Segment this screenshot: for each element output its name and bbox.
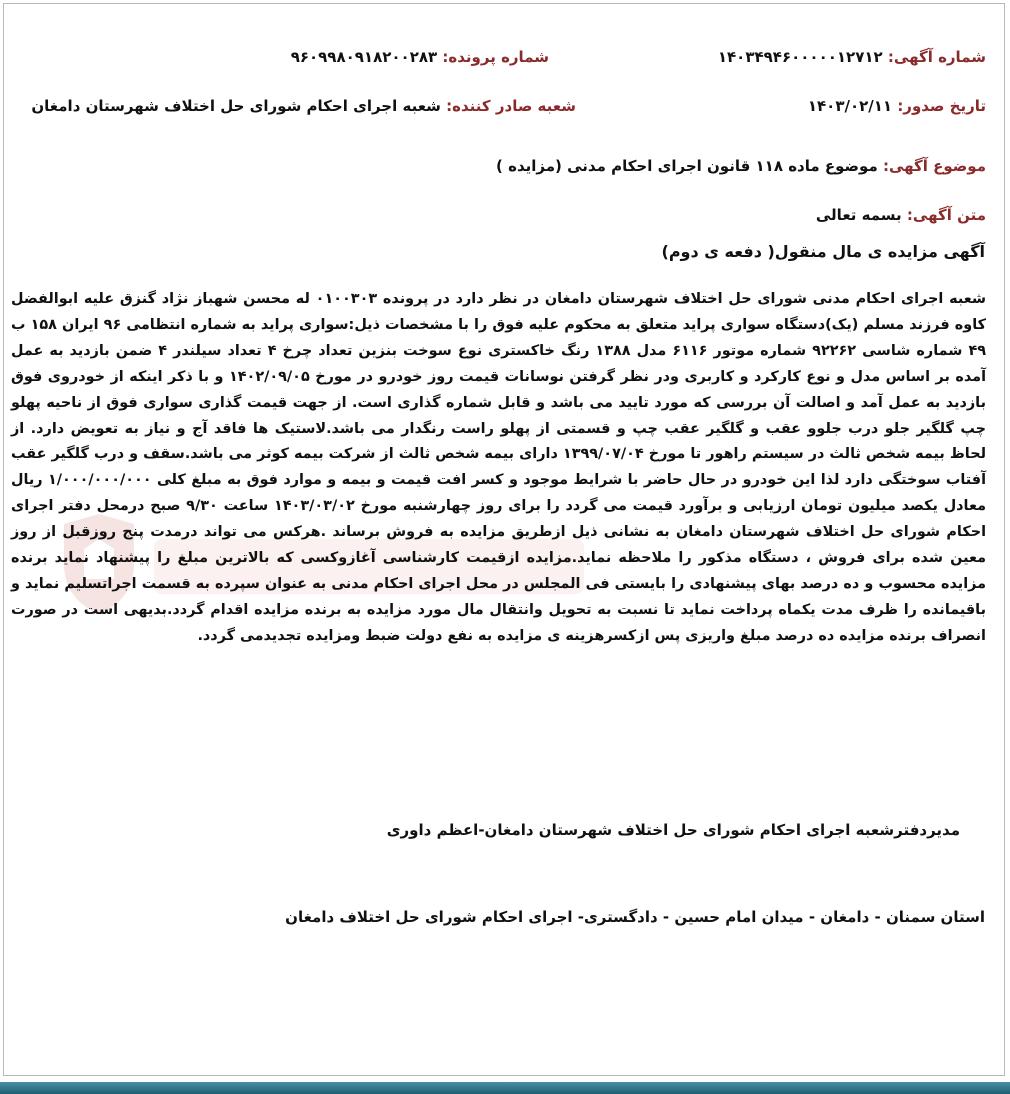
notice-text-value: بسمه تعالی [815, 206, 902, 224]
subject-value: موضوع ماده ۱۱۸ قانون اجرای احکام مدنی (مزایده ) [496, 157, 878, 175]
issuer-label: شعبه صادر کننده: [446, 97, 576, 115]
issue-date-label: تاریخ صدور: [897, 97, 986, 115]
subject-field [496, 157, 986, 175]
notice-text-label: متن آگهی: [906, 206, 986, 224]
notice-frame [3, 3, 1005, 1076]
issue-date-value: ۱۴۰۳/۰۲/۱۱ [807, 97, 893, 115]
subject-label: موضوع آگهی: [882, 157, 986, 175]
notice-text-field [816, 206, 986, 224]
case-number-field [291, 48, 549, 66]
notice-body-paragraph: شعبه اجرای احکام مدنی شورای حل اختلاف شهرستان دامغان در نظر دارد در پرونده ۰۱۰۰۳۰۳ له محسن شهباز نژاد گنزق علیه ابوالفضل کاوه فرزند مسلم (یک)دستگاه سواری پراید متعلق به محکوم علیه فوق را با مشخصات ذیل:سواری پراید به شماره انتظامی ۹۶ ایران ۱۵۸ ب ۴۹ شماره شاسی ۹۲۲۶۲ شماره موتور ۶۱۱۶ مدل ۱۳۸۸ رنگ خاکستری نوع سوخت بنزین تعداد چرخ ۴ تعداد سیلندر ۴ ضمن بازدید به عمل آمده بر اساس مدل و نوع کارکرد و کاربری ودر نظر گرفتن نوسانات قیمت روز خودرو در مورخ ۱۴۰۲/۰۹/۰۵ و با ذکر اینکه از خودروی فوق بازدید به عمل آمد و اصالت آن بررسی که مورد تایید می باشد و قابل شماره گذاری است. از جهت قیمت گذاری سواری فوق از ناحیه پهلو چپ گلگیر جلو درب جلوو عقب و گلگیر عقب چپ و قسمتی از پهلو راست رنگدار می باشد.لاستیک ها فاقد آج و نیاز به تعویض دارد. از لحاظ بیمه شخص ثالث در سیستم راهور تا مورخ ۱۳۹۹/۰۷/۰۴ دارای بیمه شخص ثالث از شرکت بیمه کوثر می باشد.سقف و درب گلگیر عقب آفتاب سوختگی دارد لذا این خودرو در حال حاضر با شرایط موجود و کسر افت قیمت و بیمه و موارد فوق به مبلغ کلی ۱/۰۰۰/۰۰۰/۰۰۰ ریال معادل یکصد میلیون تومان ارزیابی و برآورد قیمت می گردد را برای روز چهارشنبه مورخ ۱۴۰۳/۰۳/۰۲ ساعت ۹/۳۰ صبح درمحل دفتر اجرای احکام شورای حل اختلاف شهرستان دامغان به نشانی ذیل ازطریق مزایده به فروش برساند .هرکس می تواند درمدت پنج روزقبل از روز معین شده برای فروش ، دستگاه مذکور را ملاحظه نماید.مزایده ازقیمت کارشناسی آغازوکسی که بالاترین مبلغ را پیشنهاد نماید برنده مزایده محسوب و ده درصد بهای پیشنهادی را بایستی فی المجلس در محل اجرای احکام مدنی به عنوان سپرده به قسمت اجراتسلیم نماید و باقیمانده را ظرف مدت یکماه پرداخت نماید تا نسبت به تحویل وانتقال مال مورد مزایده به برنده مزایده اقدام گردد.بدیهی است در صورت انصراف برنده مزایده ده درصد مبلغ واریزی پس ازکسرهزینه ی مزایده به نفع دولت ضبط ومزایده تجدیدمی گردد. [11, 291, 987, 644]
auction-heading: آگهی مزایده ی مال منقول( دفعه ی دوم) [661, 242, 985, 261]
bottom-bar [0, 1082, 1010, 1094]
case-number-label: شماره پرونده: [442, 48, 549, 66]
issuer-value: شعبه اجرای احکام شورای حل اختلاف شهرستان دامغان [31, 97, 441, 115]
address-line: استان سمنان - دامغان - میدان امام حسین - دادگستری- اجرای احکام شورای حل اختلاف دامغان [285, 908, 985, 926]
issue-date-field [808, 97, 986, 115]
case-number-value: ۹۶۰۹۹۸۰۹۱۸۲۰۰۲۸۳ [290, 48, 438, 66]
issuer-field [31, 97, 576, 115]
signature-line: مدیردفترشعبه اجرای احکام شورای حل اختلاف شهرستان دامغان-اعظم داوری [386, 821, 960, 839]
ad-number-label: شماره آگهی: [887, 48, 986, 66]
ad-number-value: ۱۴۰۳۴۹۴۶۰۰۰۰۰۱۲۷۱۲ [717, 48, 883, 66]
ad-number-field [718, 48, 986, 66]
